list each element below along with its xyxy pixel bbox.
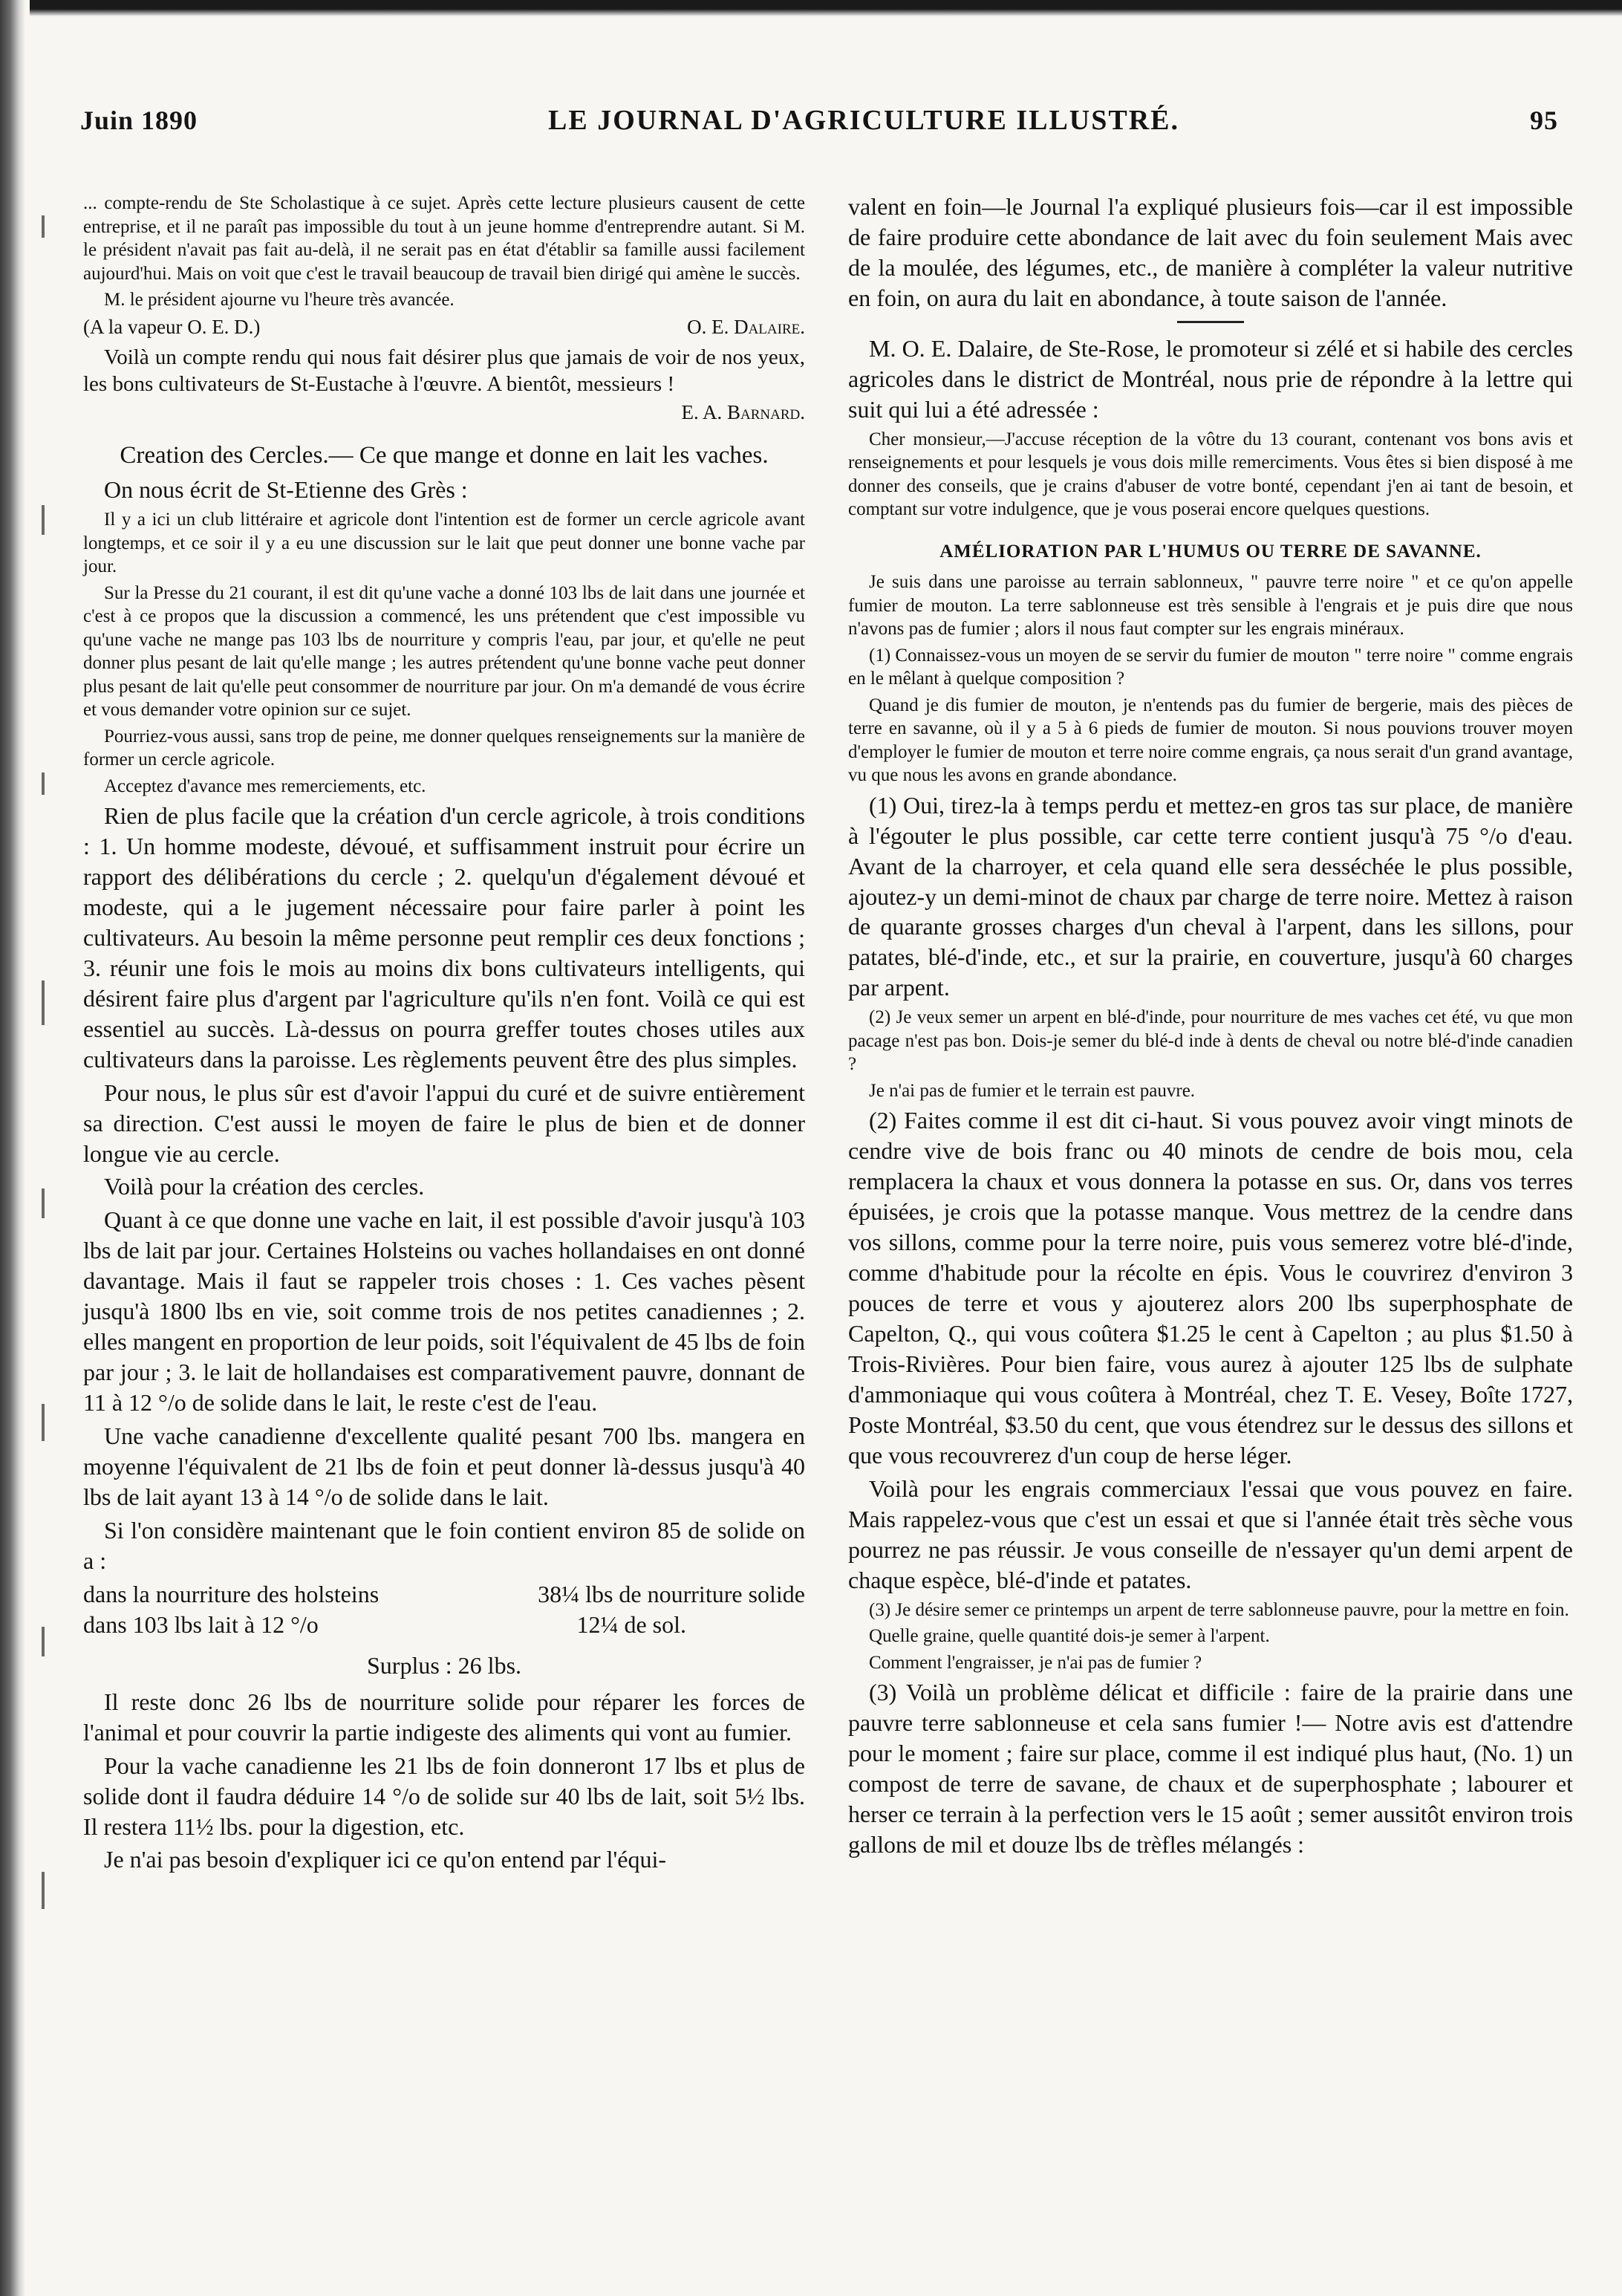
question-context: Je suis dans une paroisse au terrain sablonneux, " pauvre terre noire " et ce qu'on appelle fumier de mouton. La terre sablonneuse est très sensible à l'engrais et je puis dire que nous n'avons pas de fumier ; alors il nous faut compter sur les engrais minéraux. <box>848 572 1573 640</box>
question-2: (2) Je veux semer un arpent en blé-d'inde, pour nourriture de mes vaches cet été, vu que mon pacage n'est pas bon. Dois-je semer du blé-d inde à dents de cheval ou notre blé-d'inde canadien ? <box>848 1007 1573 1075</box>
letter-paragraph-3: Pourriez-vous aussi, sans trop de peine, me donner quelques renseignements sur la manière de former un cercle agricole. <box>83 726 805 770</box>
question-1: (1) Connaissez-vous un moyen de se servir du fumier de mouton " terre noire " comme engrais en le mêlant à quelque composition ? <box>848 645 1573 689</box>
question-3-line-3: Comment l'engraisser, je n'ai pas de fumier ? <box>869 1652 1202 1673</box>
calc-row-2-label: dans 103 lbs lait à 12 °/o <box>83 1610 319 1638</box>
question-2-detail: Je n'ai pas de fumier et le terrain est pauvre. <box>869 1080 1196 1101</box>
letter-text: Cher monsieur,—J'accuse réception de la vôtre du 13 courant, contenant vos bons avis et renseignements et pour lesquels je vous dois mille remerciments. Vous êtes si bien disposé à me donner des conseils, que je crains d'abuser de votre bonté, cependant j'en ai tant de besoin, et comptant sur votre indulgence, que je vous poserai encore quelques questions. <box>848 429 1573 520</box>
body-paragraph-1: Rien de plus facile que la création d'un cercle agricole, à trois conditions : 1. Un homme modeste, dévoué, et suffisamment instruit pour écrire un rapport des délibérations du cercle ; 2. quelqu'un d'également dévoué et modeste, qui a le jugement nécessaire pour faire parler à point les cultivateurs. Au besoin la même personne peut remplir ces deux fonctions ; 3. réunir une fois le mois au moins dix bons cultivateurs intelligents, qui désirent faire plus d'argent par l'agriculture qu'ils n'en font. Voilà ce qui est essentiel au succès. Là-dessus on pourra greffer toutes choses utiles aux cultivateurs dans la paroisse. Les règlements peuvent être des plus simples. <box>83 802 805 1073</box>
closing-author: E. A. Barnard. <box>681 401 805 424</box>
body-paragraph-4: Quant à ce que donne une vache en lait, il est possible d'avoir jusqu'à 103 lbs de lait par jour. Certaines Holsteins ou vaches hollandaises en ont donné davantage. Mais il faut se rappeler trois choses : 1. Ces vaches pèsent jusqu'à 1800 lbs en vie, soit comme trois de nos petites canadiennes ; 2. elles mangent en proportion de leur poids, soit l'équivalent de 45 lbs de foin par jour ; 3. le lait de hollandaises est comparativement pauvre, donnant de 11 à 12 °/o de solide dans le lait, le reste c'est de l'eau. <box>83 1206 805 1417</box>
closing-paragraph: Voilà un compte rendu qui nous fait désirer plus que jamais de voir de nos yeux, les bons cultivateurs de St-Eustache à l'œuvre. A bientôt, messieurs ! <box>83 345 805 396</box>
header-journal-title: LE JOURNAL D'AGRICULTURE ILLUSTRÉ. <box>548 105 1180 136</box>
answer-3: (3) Voilà un problème délicat et difficile : faire de la prairie dans une pauvre terre sablonneuse et cela sans fumier !— Notre avis est d'attendre pour le moment ; faire sur place, comme il est indiqué plus haut, (No. 1) un compost de terre de savane, de chaux et de superphosphate ; labourer et herser ce terrain à la perfection vers le 15 août ; semer aussitôt environ trois gallons de mil et douze lbs de trèfles mélangés : <box>848 1679 1573 1858</box>
signature-line <box>83 315 805 339</box>
letter-paragraph-1: Il y a ici un club littéraire et agricole dont l'intention est de former un cercle agricole avant longtemps, et ce soir il y a eu une discussion sur le lait que peut donner une bonne vache par jour. <box>83 510 805 577</box>
body-paragraph-5: Une vache canadienne d'excellente qualité pesant 700 lbs. mangera en moyenne l'équivalent de 21 lbs de foin et peut donner là-dessus jusqu'à 40 lbs de lait ayant 13 à 14 °/o de solide dans le lait. <box>83 1422 805 1510</box>
left-column <box>83 192 805 1878</box>
right-column <box>848 192 1573 1863</box>
question-3: (3) Je désire semer ce printemps un arpent de terre sablonneuse pauvre, pour la mettre en foin. <box>869 1599 1569 1620</box>
body-paragraph-2: Pour nous, le plus sûr est d'avoir l'appui du curé et de suivre entièrement sa direction. C'est aussi le moyen de faire le plus de bien et de donner longue vie au cercle. <box>83 1079 805 1167</box>
section-title: Creation des Cercles.— Ce que mange et donne en lait les vaches. <box>120 442 769 469</box>
letter-paragraph-4: Acceptez d'avance mes remerciements, etc. <box>104 775 426 796</box>
body-paragraph-3: Voilà pour la création des cercles. <box>104 1173 425 1200</box>
scan-top-rule <box>30 0 1622 16</box>
margin-marks <box>42 104 56 2110</box>
continued-paragraph: valent en foin—le Journal l'a expliqué plusieurs fois—car il est impossible de faire produire cette abondance de lait avec du foin seulement Mais avec de la moulée, des légumes, etc., de manière à compléter la valeur nutritive en foin, on aura du lait en abondance, à toute saison de l'année. <box>848 193 1573 311</box>
calc-row-2-value: 12¼ de sol. <box>576 1610 686 1638</box>
opening-paragraph: ... compte-rendu de Ste Scholastique à ce sujet. Après cette lecture plusieurs causent de cette entreprise, et il ne paraît pas impossible du tout à un jeune homme d'entreprendre autant. Si M. le président n'avait pas fait au-delà, il ne serait pas en état d'établir sa famille aussi facilement aujourd'hui. Mais on voit que c'est le travail beaucoup de travail bien dirigé qui amène le succès. <box>83 193 805 284</box>
subsection-title: AMÉLIORATION PAR L'HUMUS OU TERRE DE SAVANNE. <box>939 541 1482 562</box>
dalaire-intro: M. O. E. Dalaire, de Ste-Rose, le promoteur si zélé et si habile des cercles agricoles dans le district de Montréal, nous prie de répondre à la lettre qui suit qui lui a été adressée : <box>848 334 1573 423</box>
section-intro: On nous écrit de St-Etienne des Grès : <box>104 476 468 504</box>
body-paragraph-6: Si l'on considère maintenant que le foin contient environ 85 de solide on a : <box>83 1516 805 1574</box>
calc-row-1-value: 38¼ lbs de nourriture solide <box>538 1580 805 1607</box>
header-page-number: 95 <box>1530 105 1558 135</box>
calc-row-1 <box>83 1579 805 1610</box>
question-3-line-2: Quelle graine, quelle quantité dois-je semer à l'arpent. <box>869 1626 1270 1647</box>
calc-row-1-label: dans la nourriture des holsteins <box>83 1580 380 1607</box>
body-paragraph-7: Il reste donc 26 lbs de nourriture solide pour réparer les forces de l'animal et pour couvrir la partie indigeste des aliments qui vont au fumier. <box>83 1688 805 1746</box>
answer-2-continued: Voilà pour les engrais commerciaux l'essai que vous pouvez en faire. Mais rappelez-vous que c'est un essai et que si l'année était très sèche vous pourrez ne pas réussir. Je vous conseille de n'essayer qu'un demi arpent de chaque espèce, blé-d'inde et patates. <box>848 1474 1573 1593</box>
answer-2: (2) Faites comme il est dit ci-haut. Si vous pouvez avoir vingt minots de cendre vive de bois franc ou 40 minots de cendre de bois mou, cela remplacera la chaux et vous donnera la potasse en sus. Or, dans vos terres épuisées, je crois que la potasse manque. Vous mettrez de la cendre dans vos sillons, comme pour la terre noire, puis vous semerez votre blé-d'inde, comme d'habitude pour la récolte en épis. Vous le couvrirez d'environ 3 pouces de terre et vous y ajouterez alors 200 lbs superphosphate de Capelton, Q., qui vous coûtera $1.25 le cent à Capelton ; au plus $1.50 à Trois-Rivières. Pour bien faire, vous aurez à ajouter 125 lbs de sulphate d'ammoniaque qui vous coûtera à Montréal, chez T. E. Vesey, Boîte 1727, Poste Montréal, $3.50 du cent, que vous étendrez sur le dessus des sillons et que vous recouvrerez d'un coup de herse léger. <box>848 1107 1573 1469</box>
section-divider <box>1177 321 1244 323</box>
body-paragraph-9: Je n'ai pas besoin d'expliquer ici ce qu'on entend par l'équi- <box>104 1846 667 1873</box>
header-date: Juin 1890 <box>80 105 198 135</box>
question-1-detail: Quand je dis fumier de mouton, je n'entends pas du fumier de bergerie, mais des pièces de terre en savanne, où il y a 5 à 6 pieds de fumier de mouton. Si nous pouvions trouver moyen d'employer le fumier de mouton et terre noire comme engrais, ça nous serait d'un grand avantage, vu que nous les avons en grande abondance. <box>848 695 1573 786</box>
letter-paragraph-2: Sur la Presse du 21 courant, il est dit qu'une vache a donné 103 lbs de lait dans une journée et c'est à ce propos que la discussion a commencé, les uns prétendent que c'est impossible vu qu'une vache ne mange pas 103 lbs de nourriture y compris l'eau, par jour, et qu'elle ne peut donner plus pesant de lait qu'elle mange ; les autres prétendent qu'une bonne vache peut donner plus pesant de lait qu'elle peut consommer de nourriture par jour. On m'a demandé de vous écrire et vous demander votre opinion sur ce sujet. <box>83 582 805 721</box>
scan-page-edge <box>0 0 25 2296</box>
signature-author: O. E. Dalaire. <box>687 315 805 338</box>
body-paragraph-8: Pour la vache canadienne les 21 lbs de foin donneront 17 lbs et plus de solide dont il faudra déduire 14 °/o de solide sur 40 lbs de lait, soit 5½ lbs. Il restera 11½ lbs. pour la digestion, etc. <box>83 1752 805 1840</box>
running-head <box>80 104 1558 149</box>
signature-note: (A la vapeur O. E. D.) <box>83 315 261 338</box>
calc-row-2 <box>83 1610 805 1640</box>
answer-1: (1) Oui, tirez-la à temps perdu et mettez-en gros tas sur place, de manière à l'égouter le plus possible, car cette terre contient jusqu'à 75 °/o d'eau. Avant de la charroyer, et cela quand elle sera desséchée le plus possible, ajoutez-y un demi-minot de chaux par charge de terre noire. Mettez à raison de quarante grosses charges d'un cheval à l'arpent, dans les sillons, pour patates, blé-d'inde, etc., et sur la prairie, en couverture, jusqu'à 60 charges par arpent. <box>848 791 1573 1001</box>
surplus-line: Surplus : 26 lbs. <box>366 1651 522 1679</box>
closing-signature <box>83 400 805 425</box>
adjourn-line: M. le président ajourne vu l'heure très avancée. <box>104 290 455 310</box>
